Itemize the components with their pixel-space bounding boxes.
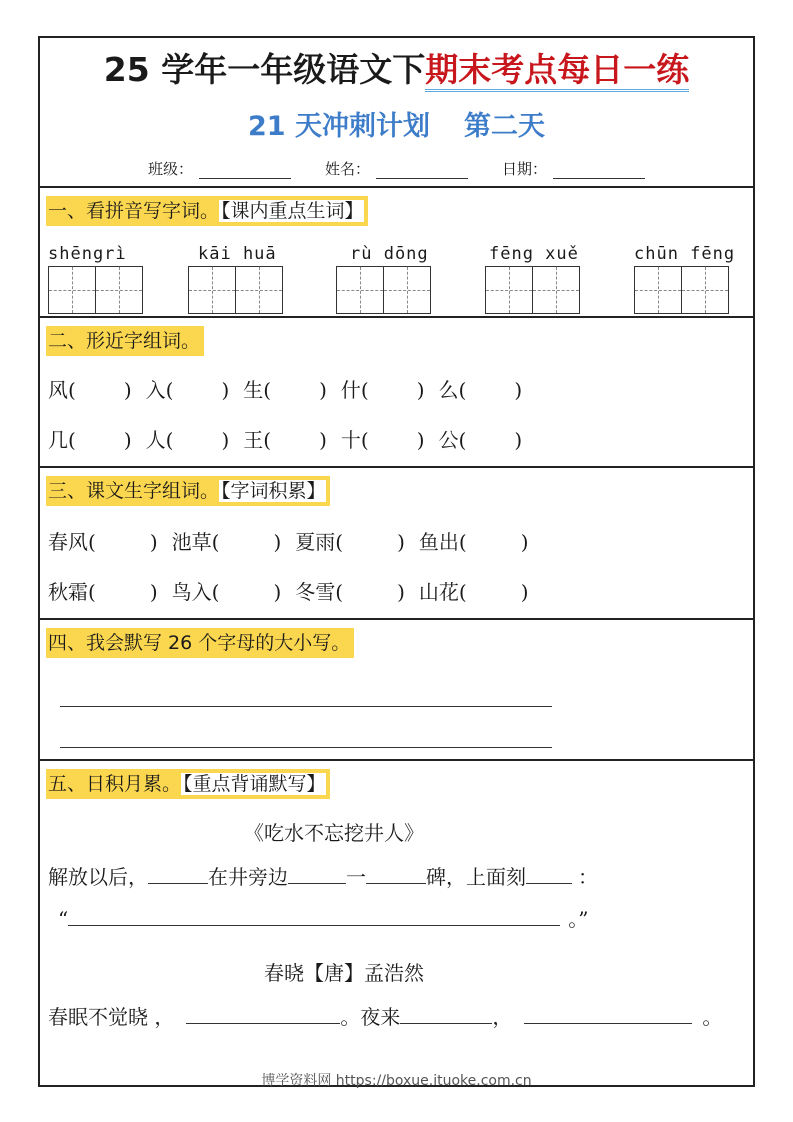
writing-cell[interactable] [681, 266, 729, 314]
poem-title: 春晓【唐】孟浩然 [264, 961, 424, 985]
pinyin-item: fēng xuě [485, 244, 579, 314]
writing-cell[interactable] [188, 266, 236, 314]
subtitle-day: 第二天 [463, 111, 545, 142]
pinyin-item: kāi huā [188, 244, 281, 314]
student-info-row [40, 158, 753, 179]
word-row: 秋霜( ) 鸟入( ) 冬雪( ) 山花( ) [48, 580, 529, 604]
section-recitation [40, 759, 753, 1091]
section-title: 四、我会默写 26 个字母的大小写。 [46, 628, 354, 658]
title-main: 25 学年一年级语文下 [103, 50, 426, 89]
fill-blank[interactable] [68, 907, 560, 926]
fill-blank[interactable] [366, 865, 426, 884]
fill-blank[interactable] [148, 865, 208, 884]
fill-blank[interactable] [186, 1005, 340, 1024]
answer-line[interactable] [60, 747, 552, 748]
recitation-line: 解放以后， 在井旁边 一 碑，上面刻 ： [48, 865, 598, 889]
section-title: 五、日积月累。 【重点背诵默写】 [46, 769, 330, 799]
writing-cell[interactable] [235, 266, 283, 314]
writing-cell[interactable] [383, 266, 431, 314]
pinyin-row [46, 244, 746, 304]
writing-cell[interactable] [485, 266, 533, 314]
pinyin-item: rù dōng [336, 244, 429, 314]
writing-cell[interactable] [48, 266, 96, 314]
fill-blank[interactable] [526, 865, 572, 884]
word-row: 几( ) 人( ) 王( ) 十( ) 公( ) [48, 428, 523, 452]
fill-blank[interactable] [524, 1005, 692, 1024]
page-title [40, 48, 753, 92]
poem-line: 春眠不觉晓 ， 。夜来 ， 。 [48, 1005, 723, 1029]
section-lesson-words [40, 466, 753, 620]
writing-cell[interactable] [336, 266, 384, 314]
quote-line: “ 。” [58, 907, 589, 931]
title-highlight: 期末考点每日一练 [425, 50, 689, 92]
section-title: 一、看拼音写字词。 【课内重点生词】 [46, 196, 368, 226]
subtitle-plan: 21 天冲刺计划 [248, 111, 430, 142]
pinyin-item: chūn fēng [634, 244, 735, 314]
word-row: 春风( ) 池草( ) 夏雨( ) 鱼出( ) [48, 530, 529, 554]
pinyin-item: shēngrì [48, 244, 141, 314]
writing-cell[interactable] [532, 266, 580, 314]
page-subtitle [40, 104, 753, 143]
worksheet-header [40, 38, 753, 188]
section-alphabet [40, 618, 753, 761]
writing-cell[interactable] [634, 266, 682, 314]
writing-cell[interactable] [95, 266, 143, 314]
footer-watermark: 博学资料网 https://boxue.ituoke.com.cn [261, 1073, 532, 1089]
answer-line[interactable] [60, 706, 552, 707]
date-field[interactable]: 日期： [502, 158, 645, 179]
fill-blank[interactable] [400, 1005, 492, 1024]
text-title: 《吃水不忘挖井人》 [244, 821, 424, 845]
fill-blank[interactable] [288, 865, 346, 884]
worksheet-frame [38, 36, 755, 1087]
name-field[interactable]: 姓名： [325, 158, 468, 179]
section-pinyin [40, 186, 753, 318]
section-similar-chars [40, 316, 753, 468]
word-row: 风( ) 入( ) 生( ) 什( ) 么( ) [48, 378, 523, 402]
section-title: 三、课文生字组词。 【字词积累】 [46, 476, 330, 506]
class-field[interactable]: 班级： [148, 158, 291, 179]
section-title: 二、形近字组词。 [46, 326, 204, 356]
